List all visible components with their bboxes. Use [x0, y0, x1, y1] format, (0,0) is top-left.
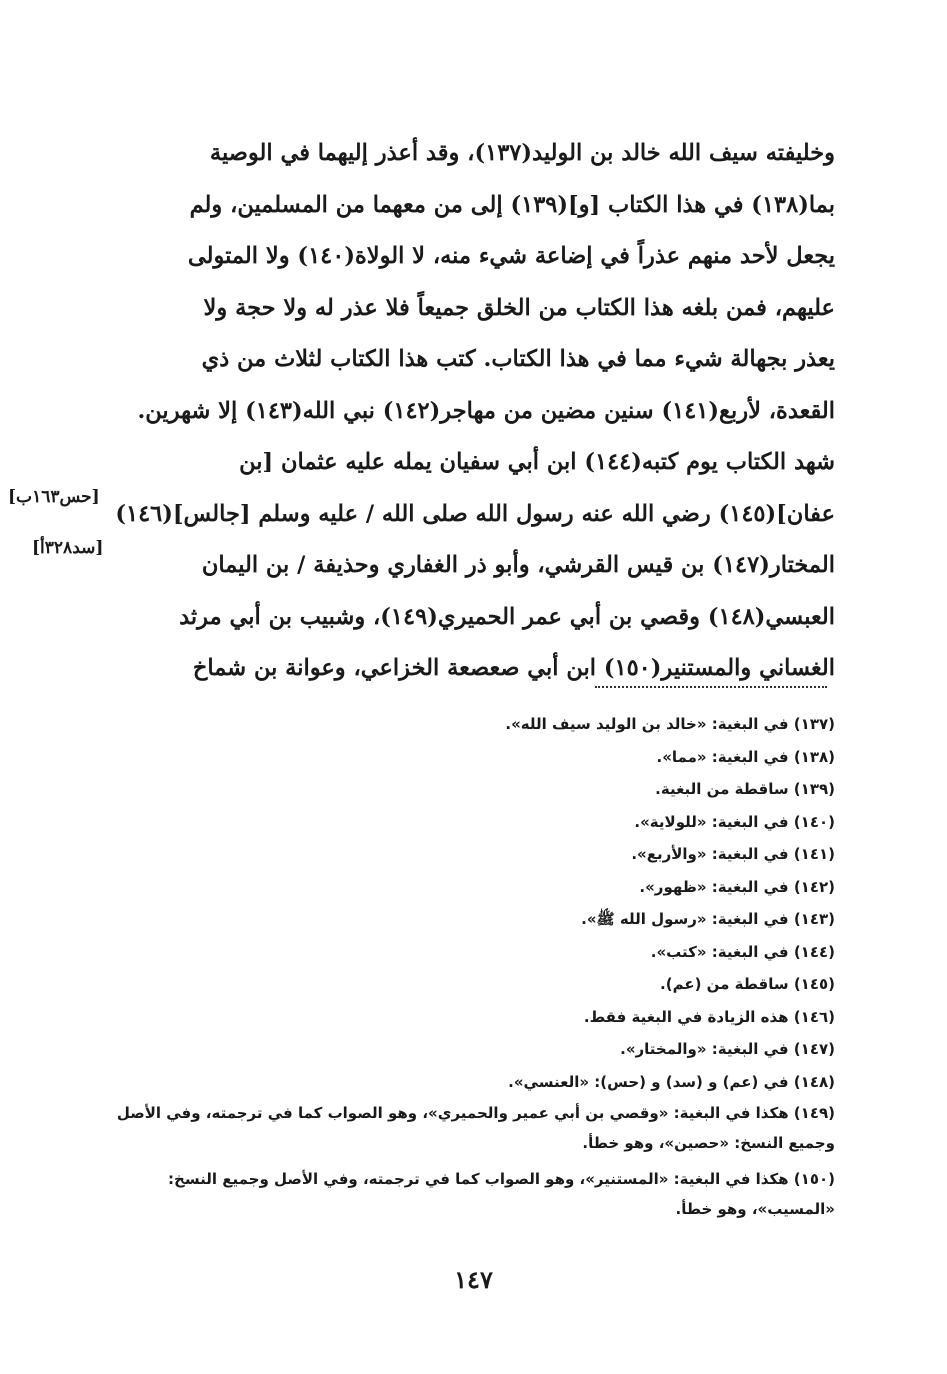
- footnote: (١٣٨) في البغية: «مما».: [656, 747, 835, 766]
- footnote: (١٤٤) في البغية: «كتب».: [650, 942, 835, 961]
- text-line: يجعل لأحد منهم عذراً في إضاعة شيء منه، لا الولاة(١٤٠) ولا المتولى: [187, 243, 835, 269]
- footnote: (١٤٦) هذه الزيادة في البغية فقط.: [583, 1007, 835, 1026]
- footnote: (١٤٨) في (عم) و (سد) و (حس): «العنسي».: [508, 1072, 835, 1091]
- text-line: شهد الكتاب يوم كتبه(١٤٤) ابن أبي سفيان يمله عليه عثمان [بن: [239, 449, 835, 475]
- footnote: (١٤٩) هكذا في البغية: «وقصي بن أبي عمير والحميري»، وهو الصواب كما في ترجمته، وفي الأصل وجميع النسخ: «حصين»، وهو خطأ.: [116, 1104, 835, 1152]
- footnote: (١٣٩) ساقطة من البغية.: [655, 780, 835, 798]
- footnote: (١٥٠) هكذا في البغية: «المستنير»، وهو الصواب كما في ترجمته، وفي الأصل وجميع النسخ: «المسيب»، وهو خطأ.: [168, 1170, 835, 1218]
- text-line: بما(١٣٨) في هذا الكتاب [و](١٣٩) إلى من معهما من المسلمين، ولم: [189, 191, 835, 218]
- footnotes: [105, 708, 835, 1230]
- footnote: (١٤٧) في البغية: «والمختار».: [620, 1040, 835, 1058]
- main-text: [105, 128, 835, 695]
- footnote-separator: [595, 686, 827, 688]
- footnote: (١٤١) في البغية: «والأربع».: [631, 845, 835, 863]
- footnote: (١٤٥) ساقطة من (عم).: [660, 975, 835, 993]
- footnote: (١٤٠) في البغية: «للولاية».: [634, 812, 835, 831]
- text-line: الغساني والمستنير(١٥٠) ابن أبي صعصعة الخزاعي، وعوانة بن شماخ: [192, 655, 835, 681]
- text-line: العبسي(١٤٨) وقصي بن أبي عمر الحميري(١٤٩)، وشبيب بن أبي مرثد: [179, 603, 835, 630]
- text-line: وخليفته سيف الله خالد بن الوليد(١٣٧)، وقد أعذر إليهما في الوصية: [209, 140, 835, 166]
- margin-note: [سد٣٢٨أ]: [32, 538, 104, 558]
- text-line: عليهم، فمن بلغه هذا الكتاب من الخلق جميعاً فلا عذر له ولا حجة ولا: [203, 294, 835, 321]
- text-line: القعدة، لأربع(١٤١) سنين مضين من مهاجر(١٤٢) نبي الله(١٤٣) إلا شهرين.: [137, 397, 835, 424]
- footnote: (١٤٣) في البغية: «رسول الله ﷺ».: [581, 910, 835, 928]
- text-line: يعذر بجهالة شيء مما في هذا الكتاب. كتب هذا الكتاب لثلاث من ذي: [201, 346, 835, 372]
- margin-note: [حس١٦٣ب]: [8, 487, 100, 507]
- page-number: ١٤٧: [454, 1265, 493, 1294]
- text-line: المختار(١٤٧) بن قيس القرشي، وأبو ذر الغفاري وحذيفة / بن اليمان: [201, 552, 835, 578]
- footnote: (١٤٢) في البغية: «ظهور».: [639, 877, 835, 896]
- text-line: عفان](١٤٥) رضي الله عنه رسول الله صلى الله / عليه وسلم [جالس](١٤٦): [115, 500, 835, 527]
- footnote: (١٣٧) في البغية: «خالد بن الوليد سيف الله».: [505, 715, 835, 733]
